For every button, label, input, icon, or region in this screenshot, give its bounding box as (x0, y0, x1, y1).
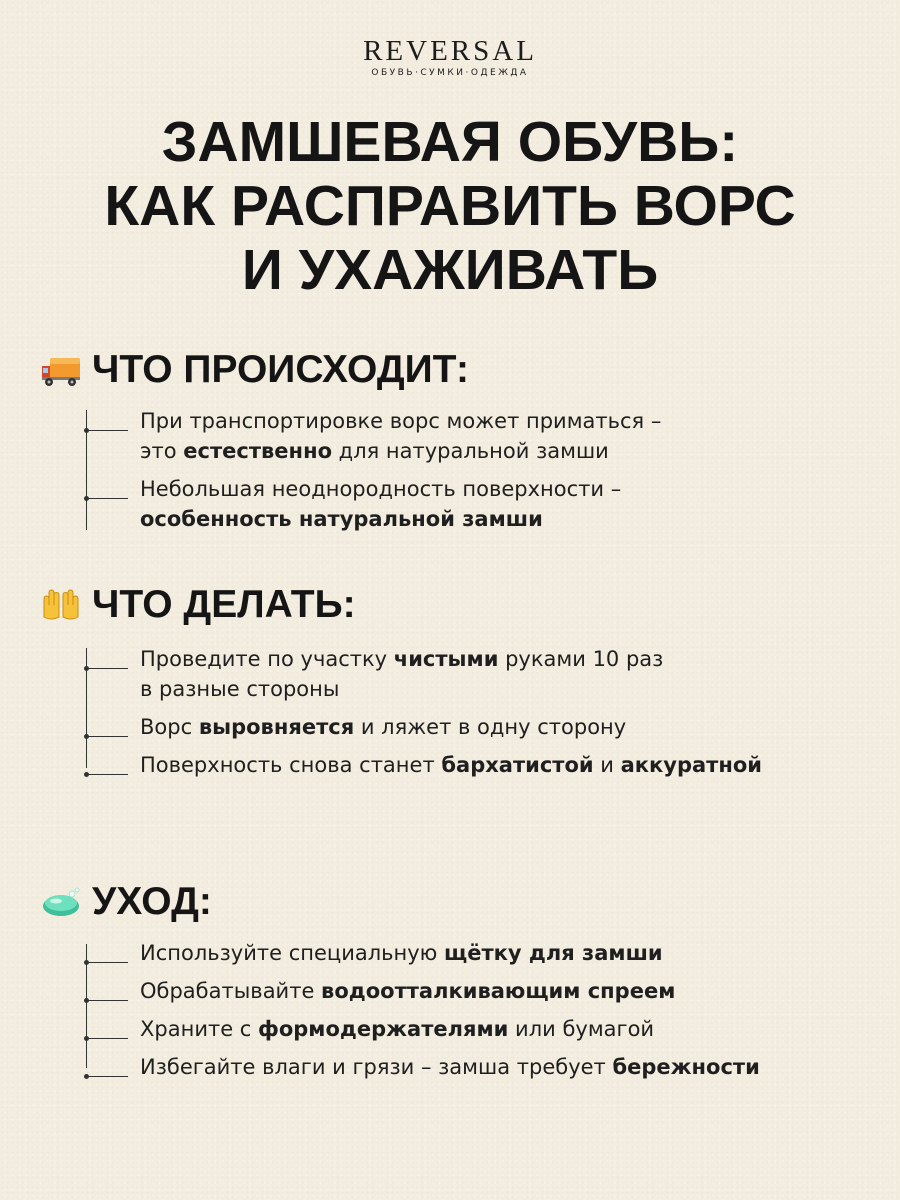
brand-name: REVERSAL (363, 35, 537, 67)
list-item: Небольшая неоднородность поверхности – особенность натуральной замши (86, 474, 886, 534)
page-title (0, 110, 900, 302)
list-item: Поверхность снова станет бархатистой и аккуратной (86, 750, 886, 780)
list-item: При транспортировке ворс может приматься – это естественно для натуральной замши (86, 406, 886, 466)
list-item: Избегайте влаги и грязи – замша требует бережности (86, 1052, 886, 1082)
title-line-1: ЗАМШЕВАЯ ОБУВЬ: (161, 110, 739, 174)
hands-icon (40, 587, 82, 623)
list-item: Используйте специальную щётку для замши (86, 938, 886, 968)
section-heading-care (40, 880, 212, 924)
title-line-2: КАК РАСПРАВИТЬ ВОРС (104, 174, 796, 238)
section-heading-what-to-do (40, 583, 356, 627)
truck-icon (40, 352, 82, 388)
section-heading-text: ЧТО ПРОИСХОДИТ: (92, 348, 469, 391)
soap-icon (40, 884, 82, 920)
section-heading-what-happens (40, 348, 469, 392)
list-item: Ворс выровняется и ляжет в одну сторону (86, 712, 886, 742)
list-item: Проведите по участку чистыми руками 10 раз в разные стороны (86, 644, 886, 704)
list-item: Храните с формодержателями или бумагой (86, 1014, 886, 1044)
section-heading-text: УХОД: (92, 880, 212, 923)
section-heading-text: ЧТО ДЕЛАТЬ: (92, 583, 356, 626)
section-list-care (86, 938, 886, 1090)
list-item: Обрабатывайте водоотталкивающим спреем (86, 976, 886, 1006)
section-list-what-happens (86, 406, 886, 542)
section-list-what-to-do (86, 644, 886, 788)
title-line-3: И УХАЖИВАТЬ (241, 238, 659, 302)
brand-logo (0, 36, 900, 78)
brand-tagline: ОБУВЬ·СУМКИ·ОДЕЖДА (371, 68, 529, 78)
